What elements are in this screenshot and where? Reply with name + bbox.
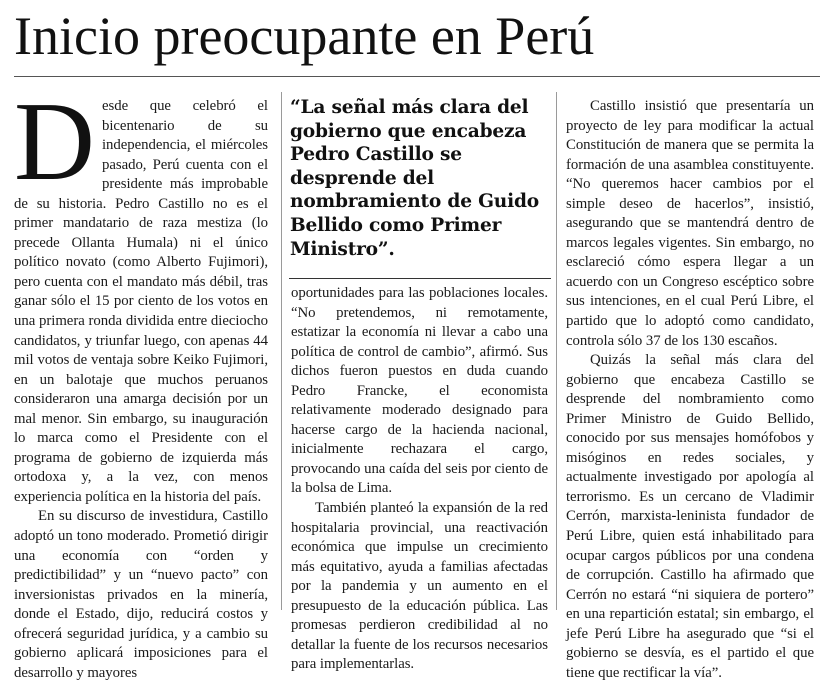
article-column-3 [566,97,814,683]
paragraph-text: esde que celebró el bicentenario de su independencia, el miércoles pasado, Perú cuenta con el presidente más improbable de su historia. Pedro Castillo no es el primer mandatario de raza mestiza (lo precede Ollanta Humala) ni el único político novato (como Alberto Fujimori), pero cuenta con el mandato más débil, tras ganar sólo el 15 por ciento de los votos en una primera ronda dividida entre dieciocho candidatos, y triunfar luego, con apenas 44 mil votos de ventaja sobre Keiko Fujimori, en un balotaje que muchos peruanos consideraron una amarga decisión por un mal menor. Sin embargo, su inauguración lo marca como el Presidente con el programa de gobierno de izquierda más ortodoxa y, a la vez, con menos experiencia política en la historia del país. [14,98,268,505]
paragraph: oportunidades para las poblaciones locales. “No pretendemos, ni remotamente, estatizar la economía ni llevar a cabo una política de control de cambio”, afirmó. Sus dichos fueron puestos en duda cuando Pedro Francke, el economista relativamente moderado designado para hacerse cargo de la hacienda nacional, inicialmente rechazara el cargo, provocando una caída del seis por ciento de la bolsa de Lima. [291,285,548,497]
paragraph: También planteó la expansión de la red hospitalaria provincial, una reactivación económica que impulse un crecimiento más equitativo, ayuda a familias afectadas por la pandemia y un aumento en el presupuesto de la educación pública. Las promesas perdieron credibilidad al no detallar la fuente de los recursos necesarios para implementarlas. [291,500,548,673]
column-divider [281,92,282,610]
article-column-2 [291,284,548,675]
paragraph [14,97,268,507]
pull-quote-rule [289,278,551,279]
paragraph: En su discurso de investidura, Castillo adoptó un tono moderado. Prometió dirigir una economía con “orden y predictibilidad” y un “nuevo pacto” con inversionistas privados en la minería, donde el Estado, dijo, reducirá costos y ofrecerá seguridad jurídica, y a cambio su gobierno aplicará imposiciones para el desarrollo y mayores [14,508,268,681]
pull-quote: “La señal más clara del gobierno que encabeza Pedro Castillo se desprende del nombramiento de Guido Bellido como Primer Ministro”. [290,97,539,260]
paragraph: Castillo insistió que presentaría un proyecto de ley para modificar la actual Constitución de manera que se permita la formación de una asamblea constituyente. “No queremos hacer cambios por el simple deseo de hacerlos”, insistió, asegurando que se mantendrá dentro de marcos legales vigentes. Sin embargo, no esclareció cómo espera llegar a un acuerdo con un Congreso escéptico sobre sus intenciones, en el cual Perú Libre, el partido que lo adoptó como candidato, controla sólo 37 de los 130 escaños. [566,98,814,349]
article-column-1 [14,97,268,683]
paragraph: Quizás la señal más clara del gobierno que encabeza Castillo se desprende del nombramiento como Primer Ministro de Guido Bellido, conocido por sus mensajes homófobos y misóginos en redes sociales, y actualmente investigado por apología al terrorismo. Es un cercano de Vladimir Cerrón, marxista-leninista fundador de Perú Libre, quien está inhabilitado para ocupar cargos públicos por una condena de corrupción. Castillo ha afirmado que Cerrón no estará “ni siquiera de portero” en una repartición estatal; sin embargo, el jefe Perú Libre ha asegurado que “si el gobierno se desvía, es el partido el que tiene que rectificar la vía”. [566,352,814,681]
drop-cap: D [14,99,95,183]
column-divider [556,92,557,610]
headline-rule [14,76,820,77]
headline: Inicio preocupante en Perú [14,6,595,66]
